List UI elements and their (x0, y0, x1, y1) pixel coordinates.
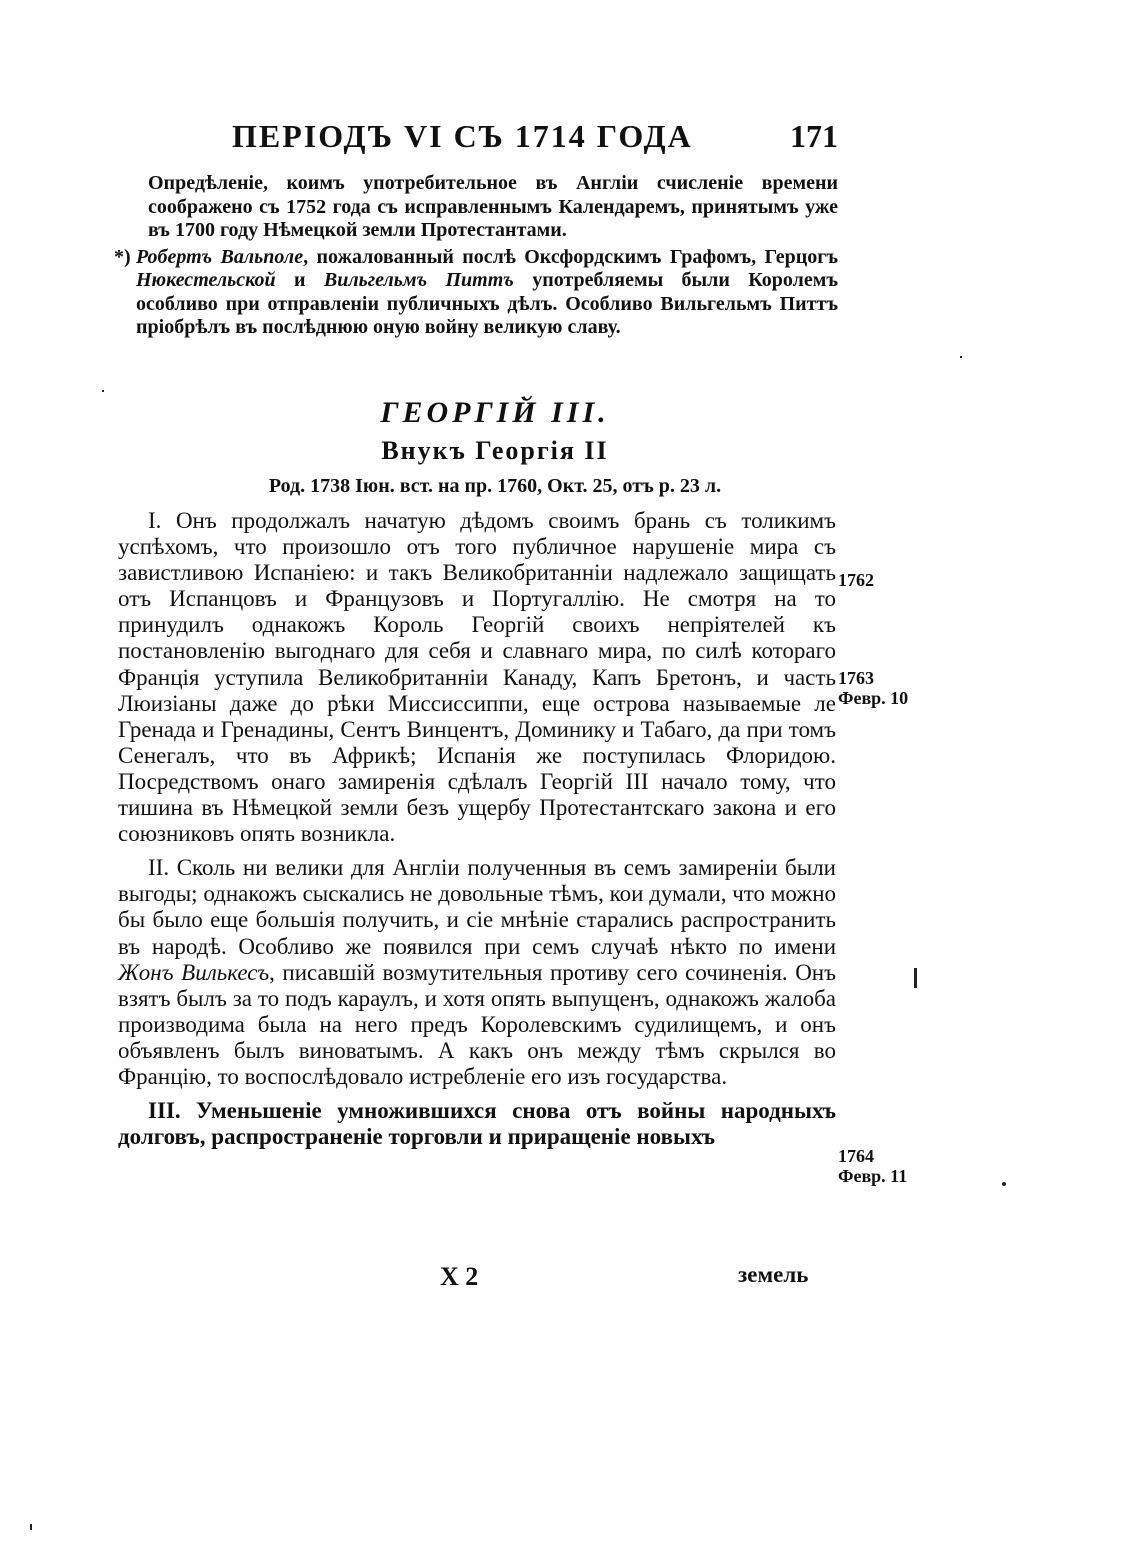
scan-speck (960, 356, 962, 358)
footnote-text: употребляемы были Королемъ особливо при отправленiи публичныхъ дѣлъ. Особливо Вильгельмъ Питтъ прiобрѣлъ въ послѣднюю оную войну великую славу. (136, 269, 838, 338)
margin-note-1764-date: Февр. 11 (838, 1166, 908, 1186)
signature-mark: X 2 (440, 1262, 479, 1291)
footnote-text: , пожалованный послѣ Оксфордскимъ Графомъ, Герцогъ (303, 245, 838, 268)
running-head (0, 118, 1140, 158)
scan-speck (30, 1524, 32, 1530)
margin-note-1763: 1763 (838, 668, 874, 688)
footnote-name-pitt: Вильгельмъ Питтъ (323, 269, 514, 291)
scan-speck (1002, 1182, 1006, 1186)
chapter-dates: Род. 1738 Iюн. вст. на пр. 1760, Окт. 25, отъ р. 23 л. (268, 475, 722, 497)
margin-note-1764: 1764 (838, 1146, 874, 1166)
footnote-marker: *) (114, 245, 131, 268)
running-title: ПЕРIОДЪ VI СЪ 1714 ГОДА (232, 118, 693, 154)
page-number: 171 (790, 118, 838, 154)
footnote-calendar: Опредѣленiе, коимъ употребительное въ Англiи счисленiе времени соображено съ 1752 года съ исправленнымъ Календаремъ, принятымъ уже въ 1700 году Нѣмецкой земли Протестантами. (148, 172, 838, 241)
catchword: земель (738, 1262, 809, 1287)
scan-speck (914, 968, 917, 988)
paragraph-2 (118, 855, 836, 1090)
paragraph-2-name: Жонъ Вилькесъ (118, 959, 270, 985)
main-text (118, 508, 836, 1158)
chapter-heading: ГЕОРГIЙ III. (380, 396, 610, 429)
margin-note-1762: 1762 (838, 570, 874, 590)
margin-note-1763-date: Февр. 10 (838, 688, 909, 708)
footnote-place: Нюкестельской (136, 269, 276, 291)
paragraph-2-text: II. Сколь ни велики для Англiи полученныя въ семъ замиренiи были выгоды; однакожъ сыскались не довольные тѣмъ, кои думали, что можно бы было еще большiя получить, и сiе мнѣнiе старались распространить въ народѣ. Особливо же появился при семъ случаѣ нѣкто по имени (118, 855, 836, 959)
chapter-subheading: Внукъ Георгiя II (381, 436, 609, 465)
footnote-text: и (275, 269, 324, 291)
paragraph-2-text-cont: , писавшiй возмутительныя противу сего сочиненiя. Онъ взятъ былъ за то подъ караулъ, и хотя опять выпущенъ, однакожъ жалоба производима была на него предъ Королевскимъ судилищемъ, и онъ объявленъ былъ виноватымъ. А какъ онъ между тѣмъ скрылся во Францiю, то воспослѣдовало истребленiе его изъ государства. (118, 959, 837, 1089)
footnote-ministers (114, 245, 838, 340)
paragraph-1: I. Онъ продолжалъ начатую дѣдомъ своимъ брань съ толикимъ успѣхомъ, что произошло отъ того публичное нарушенiе мира съ завистливою Испанiею: и такъ Великобританнiи надлежало защищать отъ Испанцовъ и Французовъ и Португаллiю. Не смотря на то принудилъ однакожъ Король Георгiй своихъ непрiятелей къ постановленiю выгоднаго для себя и славнаго мира, по силѣ котораго Францiя уступила Великобританнiи Канаду, Капъ Бретонъ, и часть Люизiаны даже до рѣки Миссиссиппи, еще острова называемые ле Гренада и Гренадины, Сентъ Винцентъ, Доминику и Табаго, да при томъ Сенегалъ, что въ Африкѣ; Испанiя же поступилась Флоридою. Посредствомъ онаго замиренiя сдѣлалъ Георгiй III начало тому, что тишина въ Нѣмецкой земли безъ ущербу Протестантскаго закона и его союзниковъ опять возникла. (118, 508, 836, 847)
scan-speck (102, 390, 104, 392)
footnotes (114, 172, 838, 340)
paragraph-3: III. Уменьшенiе умножившихся снова отъ войны народныхъ долговъ, распространенiе торговли и приращенiе новыхъ (118, 1098, 836, 1150)
footnote-name-walpole: Робертъ Вальполе (136, 245, 304, 268)
